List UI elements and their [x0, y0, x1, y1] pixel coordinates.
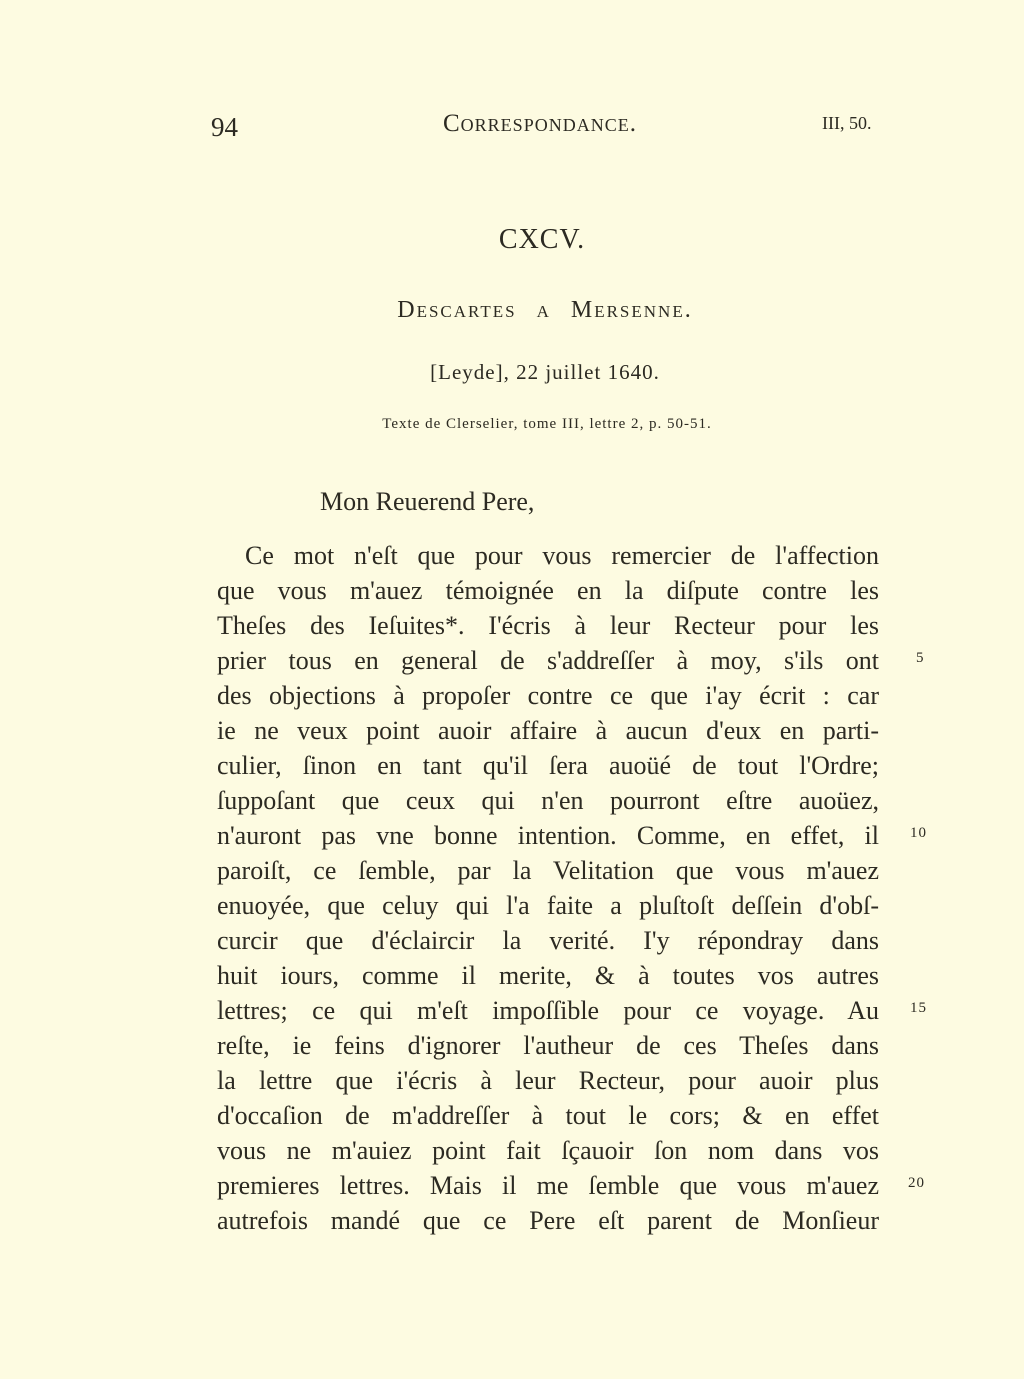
text-line: prier tous en general de s'addreſſer à moy, s'ils ont	[217, 646, 879, 675]
line-number: 10	[910, 825, 927, 841]
text-line: lettres; ce qui m'eſt impoſſible pour ce voyage. Au	[217, 996, 879, 1025]
text-line: enuoyée, que celuy qui l'a faite a pluſtoſt deſſein d'obſ-	[217, 891, 879, 920]
line-number: 15	[910, 1000, 927, 1016]
text-line: que vous m'auez témoignée en la diſpute contre les	[217, 576, 879, 605]
text-line: Ce mot n'eſt que pour vous remercier de l'affection	[245, 541, 879, 570]
text-line: paroiſt, ce ſemble, par la Velitation que vous m'auez	[217, 856, 879, 885]
letter-body	[217, 538, 879, 1238]
line-number: 20	[908, 1175, 925, 1191]
text-line: d'occaſion de m'addreſſer à tout le cors; & en effet	[217, 1101, 879, 1130]
text-line: la lettre que i'écris à leur Recteur, pour auoir plus	[217, 1066, 879, 1095]
page-number: 94	[211, 112, 238, 142]
text-line: Theſes des Ieſuites*. I'écris à leur Recteur pour les	[217, 611, 879, 640]
volume-reference: III, 50.	[822, 113, 872, 133]
text-line: huit iours, comme il merite, & à toutes vos autres	[217, 961, 879, 990]
text-line: vous ne m'auiez point fait ſçauoir ſon nom dans vos	[217, 1136, 879, 1165]
text-line: des objections à propoſer contre ce que i'ay écrit : car	[217, 681, 879, 710]
letter-title: Descartes a Mersenne.	[397, 297, 693, 323]
line-number: 5	[916, 650, 925, 666]
page-header	[0, 0, 1024, 160]
text-line: n'auront pas vne bonne intention. Comme, en effet, il	[217, 821, 879, 850]
text-line: ſuppoſant que ceux qui n'en pourront eſtre auoüez,	[217, 786, 879, 815]
place-date: [Leyde], 22 juillet 1640.	[430, 360, 660, 384]
text-line: reſte, ie feins d'ignorer l'autheur de ces Theſes dans	[217, 1031, 879, 1060]
source-note: Texte de Clerselier, tome III, lettre 2, p. 50-51.	[382, 416, 712, 432]
text-line: culier, ſinon en tant qu'il ſera auoüé de tout l'Ordre;	[217, 751, 879, 780]
salutation: Mon Reuerend Pere,	[320, 487, 535, 516]
text-line: premieres lettres. Mais il me ſemble que vous m'auez	[217, 1171, 879, 1200]
text-line: autrefois mandé que ce Pere eſt parent de Monſieur	[217, 1206, 879, 1235]
letter-number: CXCV.	[498, 224, 586, 255]
text-line: ie ne veux point auoir affaire à aucun d'eux en parti-	[217, 716, 879, 745]
text-line: curcir que d'éclaircir la verité. I'y répondray dans	[217, 926, 879, 955]
running-title: Correspondance.	[443, 110, 637, 137]
margin-line-numbers	[900, 0, 940, 1379]
